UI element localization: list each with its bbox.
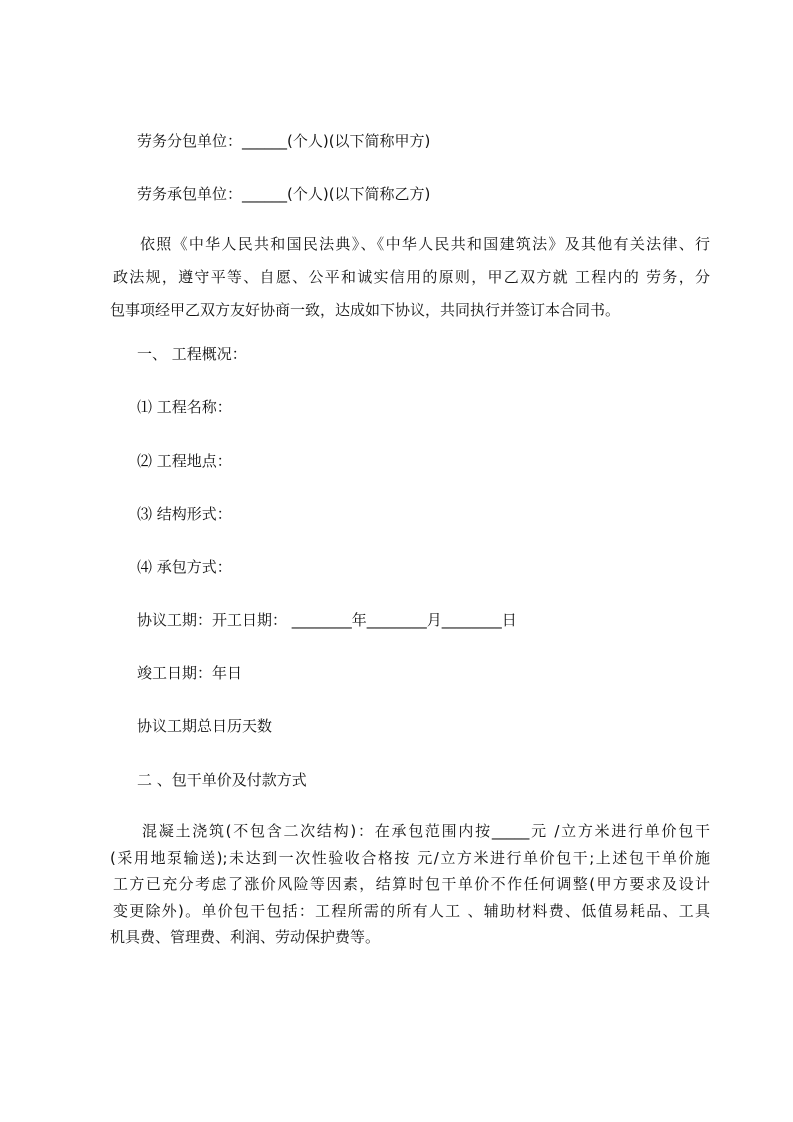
concrete-line-2: (采用地泵输送);未达到一次性验收合格按 元/立方米进行单价包干;上述包干单价施 [110, 848, 710, 867]
intro-line-3: 包事项经甲乙双方友好协商一致，达成如下协议，共同执行并签订本合同书。 [110, 301, 621, 319]
concrete-line-3: 工方已充分考虑了涨价风险等因素，结算时包干单价不作任何调整(甲方要求及设计 [113, 875, 710, 893]
intro-paragraph [110, 228, 710, 327]
item-contract-method: ⑷ 承包方式： [137, 558, 232, 576]
concrete-line-4: 变更除外)。单价包干包括：工程所需的所有人工 、辅助材料费、低值易耗品、工具 [113, 901, 710, 920]
item-structure-type: ⑶ 结构形式： [137, 505, 232, 523]
party-a-line: 劳务分包单位：______(个人)(以下简称甲方) [137, 132, 431, 150]
item-project-name: ⑴ 工程名称： [137, 398, 232, 416]
party-b-line: 劳务承包单位：______(个人)(以下简称乙方) [137, 185, 431, 203]
section-1-title: 一、 工程概况： [137, 345, 247, 363]
total-days-line: 协议工期总日历天数 [137, 717, 273, 735]
intro-line-2: 政法规，遵守平等、自愿、公平和诚实信用的原则，甲乙双方就 工程内的 劳务，分 [113, 268, 710, 286]
intro-line-1: 依照《中华人民共和国民法典》、《中华人民共和国建筑法》及其他有关法律、行 [140, 235, 710, 253]
concrete-line-5: 机具费、管理费、利润、劳动保护费等。 [110, 928, 381, 946]
completion-date-line: 竣工日期：年日 [137, 664, 243, 682]
start-date-line: 协议工期：开工日期： ________年________月________日 [137, 611, 517, 629]
section-2-title: 二 、包干单价及付款方式 [137, 771, 307, 789]
item-project-location: ⑵ 工程地点： [137, 452, 232, 470]
concrete-paragraph [110, 818, 710, 951]
concrete-line-1: 混凝土浇筑(不包含二次结构)：在承包范围内按_____元 /立方米进行单价包干 [142, 822, 710, 840]
